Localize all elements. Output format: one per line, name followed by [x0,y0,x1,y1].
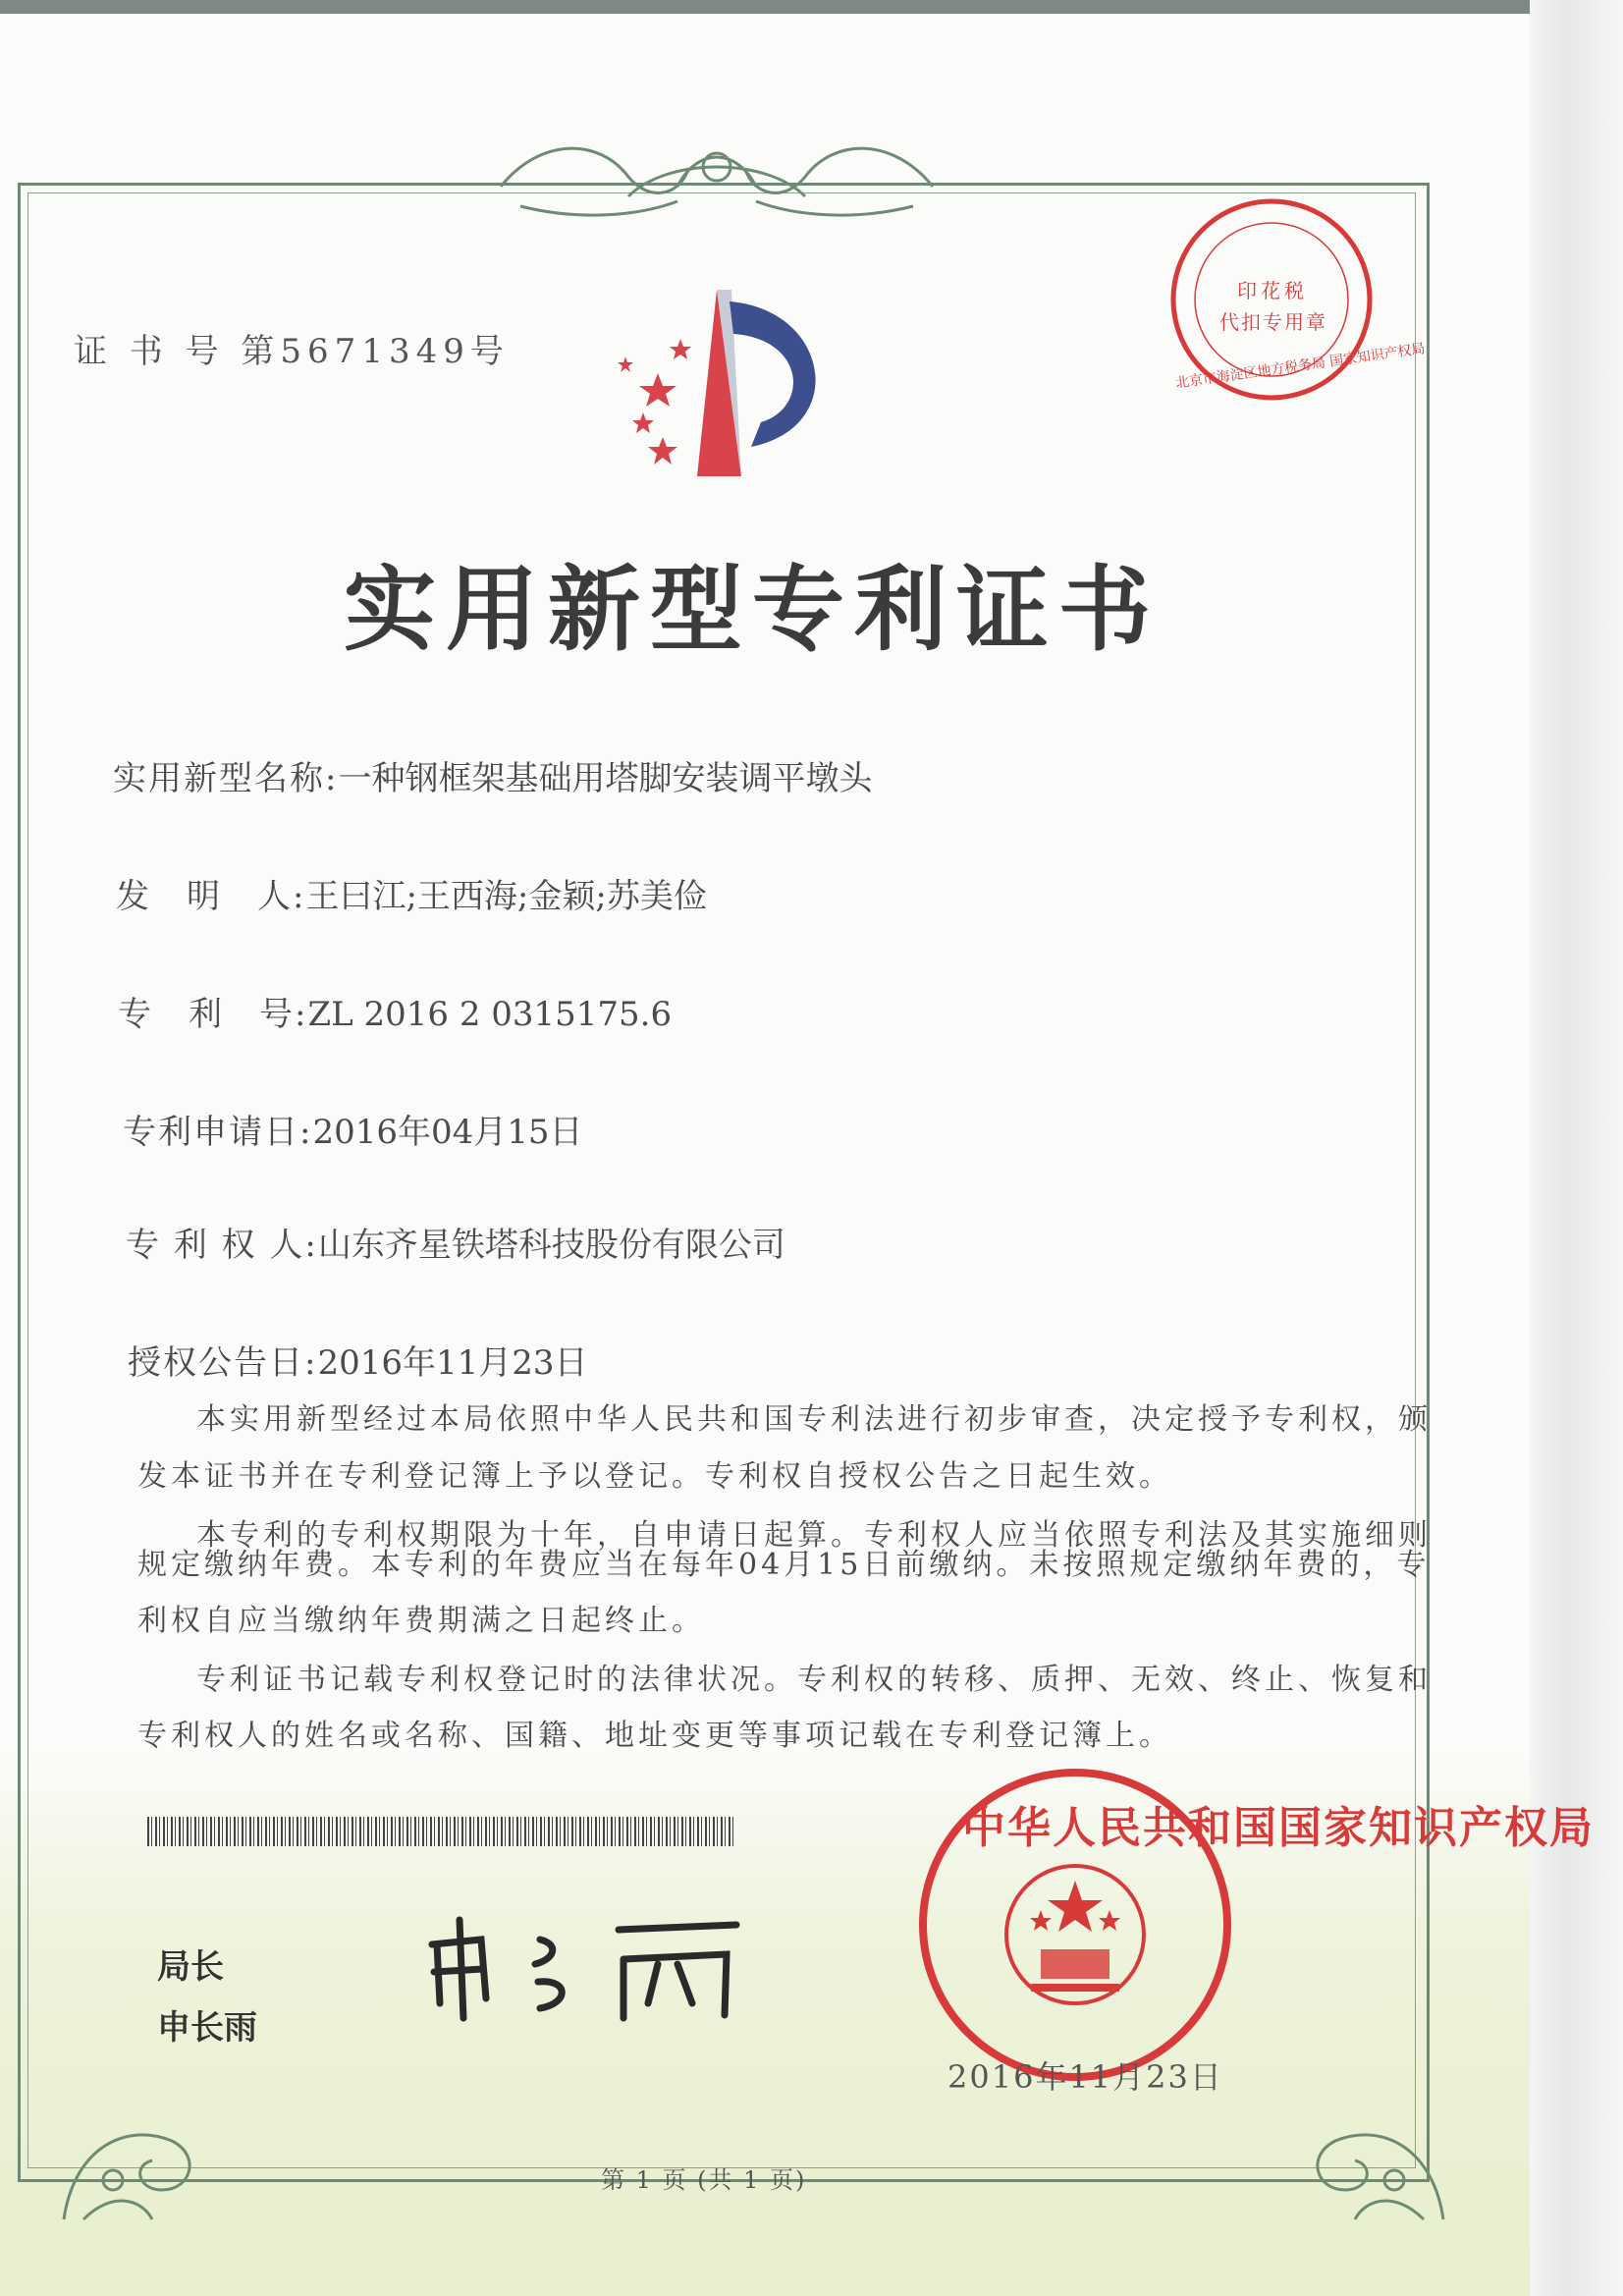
field-value: 山东齐星铁塔科技股份有限公司 [317,1226,785,1265]
body-paragraph-2-line-1: 本专利的专利权期限为十年，自申请日起算。专利权人应当依照专利法及其实施细则 [196,1518,1432,1553]
field-patentee [126,1218,785,1266]
field-label: 专 利 权 人: [126,1226,318,1265]
director-name: 申长雨 [157,2008,257,2048]
body-paragraph-1-line-2: 发本证书并在专利登记簿上予以登记。专利权自授权公告之日起生效。 [137,1459,1172,1494]
field-value: 一种钢框架基础用塔脚安装调平墩头 [338,759,873,798]
tax-stamp-text-1: 印花税 [1237,279,1308,302]
body-paragraph-3-line-1: 专利证书记载专利权登记时的法律状况。专利权的转移、质押、无效、终止、恢复和 [196,1663,1432,1697]
body-paragraph-2-line-3: 利权自应当缴纳年费期满之日起终止。 [137,1604,705,1638]
barcode [147,1817,736,1846]
certificate-number: 证 书 号 第5671349号 [74,332,510,371]
field-utility-model-name [113,751,872,799]
tax-stamp-ring-text: 北京市海淀区地方税务局 国家知识产权局 [1174,341,1427,392]
body-paragraph-1-line-1: 本实用新型经过本局依照中华人民共和国专利法进行初步审查，决定授予专利权，颁 [196,1402,1432,1437]
field-value: 2016年04月15日 [312,1113,583,1152]
director-signature [412,1905,766,2033]
corner-ornament-left-icon [54,2062,221,2229]
page-footer: 第 1 页 (共 1 页) [601,2166,807,2194]
field-value: 2016年11月23日 [317,1343,588,1383]
field-value: 王曰江;王西海;金颖;苏美俭 [305,877,707,916]
seal-text: 中华人民共和国国家知识产权局 [962,1803,1595,1853]
field-label: 专利申请日: [123,1113,313,1152]
scan-edge [0,0,1623,14]
issue-date: 2016年11月23日 [947,2058,1223,2096]
body-paragraph-2-line-2: 规定缴纳年费。本专利的年费应当在每年04月15日前缴纳。未按照规定缴纳年费的，专 [137,1548,1431,1582]
field-patent-number [118,987,672,1035]
tax-stamp-text-2: 代扣专用章 [1219,310,1327,334]
field-label: 授权公告日: [128,1343,318,1383]
field-label: 实用新型名称: [113,759,339,798]
patent-office-logo-icon [604,280,849,491]
scan-right-edge [1530,0,1623,2296]
field-inventor [116,869,707,917]
corner-ornament-right-icon [1286,2062,1453,2229]
top-ornament-icon [481,128,952,226]
field-label: 发 明 人: [116,877,306,916]
field-value: ZL 2016 2 0315175.6 [307,995,673,1034]
page-title: 实用新型专利证书 [344,556,1162,664]
field-filing-date [123,1105,583,1153]
body-paragraph-3-line-2: 专利权人的姓名或名称、国籍、地址变更等事项记载在专利登记簿上。 [137,1719,1172,1753]
field-grant-date [128,1336,588,1384]
field-label: 专 利 号: [118,995,308,1034]
director-title: 局长 [157,1947,224,1987]
